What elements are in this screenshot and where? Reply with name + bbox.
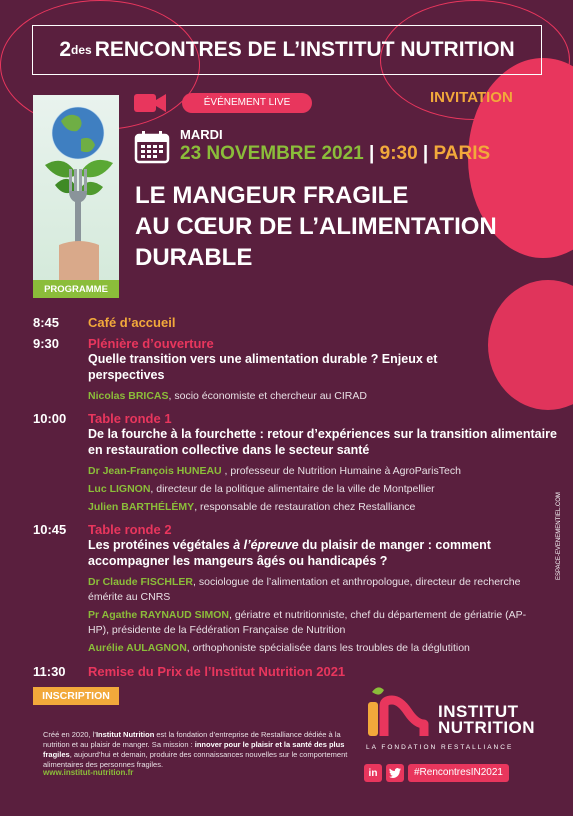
speaker-name: Pr Agathe RAYNAUD SIMON bbox=[88, 609, 229, 621]
event-date-line bbox=[180, 143, 490, 165]
program-item bbox=[33, 411, 557, 515]
program-title: Table ronde 2 bbox=[88, 522, 172, 537]
program-list bbox=[33, 315, 557, 679]
session-text: Les protéines végétales bbox=[88, 538, 234, 552]
separator: | bbox=[417, 143, 434, 164]
separator: | bbox=[363, 143, 380, 164]
calendar-icon bbox=[134, 130, 170, 169]
speaker-name: Dr Jean-François HUNEAU bbox=[88, 465, 222, 477]
speaker bbox=[88, 608, 538, 638]
programme-label: PROGRAMME bbox=[33, 280, 119, 298]
event-date: 23 NOVEMBRE 2021 bbox=[180, 143, 364, 164]
speaker bbox=[88, 482, 553, 497]
logo-word: NUTRITION bbox=[438, 718, 536, 737]
speaker-role: , directeur de la politique alimentaire de la ville de Montpellier bbox=[150, 483, 435, 495]
program-session bbox=[88, 537, 548, 569]
event-title bbox=[135, 180, 535, 273]
program-time: 10:45 bbox=[33, 522, 67, 537]
speaker-role: , socio économiste et chercheur au CIRAD bbox=[168, 390, 367, 402]
twitter-icon[interactable] bbox=[386, 764, 404, 782]
earth-fork-illustration bbox=[33, 95, 119, 280]
speaker-role: , orthophoniste spécialisée dans les troubles de la déglutition bbox=[186, 642, 470, 654]
hashtag-label: #RencontresIN2021 bbox=[408, 764, 509, 782]
speaker-role: , professeur de Nutrition Humaine à AgroParisTech bbox=[221, 465, 461, 477]
header-number: 2 bbox=[59, 38, 71, 61]
program-session: Quelle transition vers une alimentation durable ? Enjeux et perspectives bbox=[88, 352, 438, 382]
header-title: RENCONTRES DE L’INSTITUT NUTRITION bbox=[94, 38, 515, 61]
program-time: 10:00 bbox=[33, 411, 67, 426]
logo-subtitle: LA FONDATION RESTALLIANCE bbox=[366, 744, 514, 751]
about-text bbox=[43, 730, 353, 770]
speaker bbox=[88, 641, 553, 656]
program-item bbox=[33, 522, 553, 656]
session-emphasis: à l’épreuve bbox=[233, 538, 299, 552]
program-item bbox=[33, 664, 553, 679]
event-city: PARIS bbox=[433, 143, 491, 164]
about-part: est la fondation d’entreprise de Restalliance dédiée à la nutrition et au plaisir de manger. Sa mission : bbox=[43, 730, 341, 749]
event-title-line: DURABLE bbox=[135, 244, 253, 271]
speaker-name: Nicolas BRICAS bbox=[88, 390, 169, 402]
program-item bbox=[33, 336, 553, 404]
speaker-name: Dr Claude FISCHLER bbox=[88, 576, 194, 588]
speaker-name: Aurélie AULAGNON bbox=[88, 642, 187, 654]
video-camera-icon bbox=[134, 92, 166, 119]
speaker-role: , gériatre et nutritionniste, chef du département de gériatrie (AP-HP), présidente de la Fédération Française de Nutrition bbox=[88, 609, 527, 636]
event-title-line: LE MANGEUR FRAGILE bbox=[135, 182, 409, 209]
event-title-line: AU CŒUR DE L’ALIMENTATION bbox=[135, 213, 497, 240]
session-text: du plaisir de manger : comment accompagner les mangeurs âgés ou handicapés ? bbox=[88, 538, 491, 568]
program-session: De la fourche à la fourchette : retour d’expériences sur la transition alimentaire en restauration collective dans le secteur santé bbox=[88, 427, 557, 457]
social-links bbox=[364, 764, 509, 782]
about-part: Créé en 2020, l’ bbox=[43, 730, 96, 739]
program-title: Plénière d’ouverture bbox=[88, 336, 214, 351]
program-title: Café d’accueil bbox=[88, 315, 176, 330]
event-time: 9:30 bbox=[379, 143, 418, 164]
program-time: 11:30 bbox=[33, 664, 66, 679]
speaker-role: , sociologue de l’alimentation et anthropologue, directeur de recherche émérite au CNRS bbox=[88, 576, 521, 603]
live-event-badge: ÉVÉNEMENT LIVE bbox=[182, 93, 312, 113]
linkedin-icon[interactable]: in bbox=[364, 764, 382, 782]
logo-mark-icon bbox=[362, 684, 438, 742]
program-title: Remise du Prix de l’Institut Nutrition 2021 bbox=[88, 664, 346, 679]
speaker bbox=[88, 575, 538, 605]
program-item bbox=[33, 315, 553, 330]
speaker-name: Luc LIGNON bbox=[88, 483, 151, 495]
about-part: , aujourd’hui et demain, produire des connaissances nouvelles sur le comportement alimentaires des personnes fragiles. bbox=[43, 750, 348, 769]
speaker-name: Julien BARTHÉLÉMY bbox=[88, 501, 195, 513]
program-time: 8:45 bbox=[33, 315, 60, 330]
speaker-role: , responsable de restauration chez Restalliance bbox=[194, 501, 416, 513]
program-title: Table ronde 1 bbox=[88, 411, 172, 426]
inscription-button[interactable]: INSCRIPTION bbox=[33, 687, 119, 705]
event-day: MARDI bbox=[180, 127, 223, 142]
about-bold: innover pour le plaisir et la santé des plus fragiles bbox=[43, 740, 345, 759]
header-superscript: des bbox=[71, 43, 92, 57]
page-header bbox=[32, 25, 542, 75]
logo-word: INSTITUT bbox=[438, 702, 519, 721]
institut-nutrition-logo bbox=[362, 684, 552, 754]
website-link[interactable]: www.institut-nutrition.fr bbox=[43, 768, 134, 777]
speaker bbox=[88, 389, 553, 404]
side-credit: ESPACE-EVENEMENTIEL.COM bbox=[556, 492, 562, 580]
about-bold: Institut Nutrition bbox=[95, 730, 155, 739]
program-time: 9:30 bbox=[33, 336, 60, 351]
speaker bbox=[88, 500, 553, 515]
speaker bbox=[88, 464, 553, 479]
invitation-label: INVITATION bbox=[430, 89, 513, 106]
